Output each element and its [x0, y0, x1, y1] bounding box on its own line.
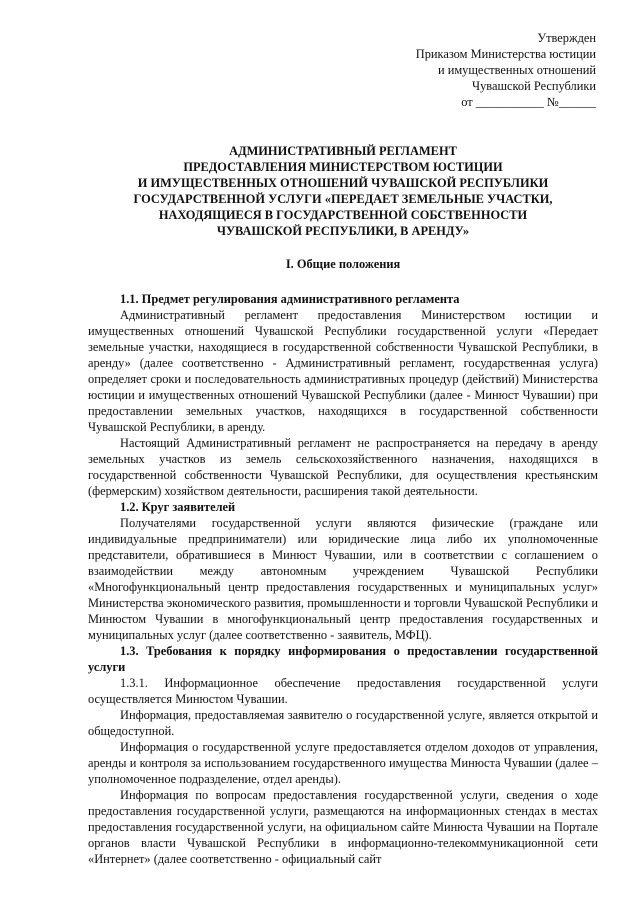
section-heading: I. Общие положения [285, 257, 401, 271]
approval-line: и имущественных отношений [437, 63, 596, 77]
paragraph: Административный регламент предоставления Министерством юстиции и имущественных отношений Чувашской Республики государственной услуги «Передает земельные участки, находящиеся в государственной собственности Чувашской Республики, в аренду» (далее соответственно - Административный регламент, государственная услуга) определяет сроки и последовательность административных процедур (действий) Министерства юстиции и имущественных отношений Чувашской Республики (далее - Минюст Чувашии) при предоставлении земельных участков, находящихся в государственной собственности Чувашской Республики, в аренду. [88, 308, 598, 434]
paragraph: Настоящий Административный регламент не распространяется на передачу в аренду земельных участков из земель сельскохозяйственного назначения, находящихся в государственной собственности Чувашской Республики, для осуществления крестьянским (фермерским) хозяйством деятельности, расширения такой деятельности. [88, 436, 598, 498]
document-body [88, 291, 598, 867]
paragraph: Получателями государственной услуги являются физические (граждане или индивидуальные предприниматели) или юридические лица либо их уполномоченные представители, обратившиеся в Минюст Чувашии, или в соответствии с соглашением о взаимодействии между автономным учреждением Чувашской Республики «Многофункциональный центр предоставления государственных и муниципальных услуг» Министерства экономического развития, промышленности и торговли Чувашской Республики и Минюстом Чувашии в многофункциональный центр предоставления государственных и муниципальных услуг (далее соответственно - заявитель, МФЦ). [88, 516, 598, 642]
paragraph: Информация о государственной услуге предоставляется отделом доходов от управления, аренды и контроля за использованием государственного имущества Минюста Чувашии (далее – уполномоченное подразделение, отдел аренды). [88, 740, 598, 786]
paragraph: Информация, предоставляемая заявителю о государственной услуге, является открытой и общедоступной. [88, 708, 598, 738]
title-line: ПРЕДОСТАВЛЕНИЯ МИНИСТЕРСТВОМ ЮСТИЦИИ [183, 160, 503, 174]
subsection-heading: 1.3. Требования к порядку информирования о предоставлении государственной услуги [88, 644, 598, 674]
title-line: НАХОДЯЩИЕСЯ В ГОСУДАРСТВЕННОЙ СОБСТВЕННОСТИ [158, 208, 528, 222]
subsection-heading: 1.1. Предмет регулирования административного регламента [120, 292, 460, 306]
paragraph: 1.3.1. Информационное обеспечение предоставления государственной услуги осуществляется Минюстом Чувашии. [88, 676, 598, 706]
paragraph: Информация по вопросам предоставления государственной услуги, сведения о ходе предоставления государственной услуги, размещаются на информационных стендах в местах предоставления государственной услуги, на официальном сайте Минюста Чувашии на Портале органов власти Чувашской Республики в информационно-телекоммуникационной сети «Интернет» (далее соответственно - официальный сайт [88, 788, 598, 866]
title-line: И ИМУЩЕСТВЕННЫХ ОТНОШЕНИЙ ЧУВАШСКОЙ РЕСПУБЛИКИ [137, 176, 549, 190]
approval-line: от ___________ №______ [461, 95, 596, 109]
approval-line: Приказом Министерства юстиции [415, 47, 596, 61]
subsection-heading: 1.2. Круг заявителей [120, 500, 236, 514]
approval-line: Чувашской Республики [472, 79, 596, 93]
title-line: АДМИНИСТРАТИВНЫЙ РЕГЛАМЕНТ [229, 144, 457, 158]
title-line: ГОСУДАРСТВЕННОЙ УСЛУГИ «ПЕРЕДАЕТ ЗЕМЕЛЬНЫЕ УЧАСТКИ, [133, 192, 553, 206]
document-title [88, 143, 598, 239]
approval-line: Утвержден [537, 31, 596, 45]
title-line: ЧУВАШСКОЙ РЕСПУБЛИКИ, В АРЕНДУ» [216, 224, 470, 238]
approval-block [88, 30, 598, 110]
